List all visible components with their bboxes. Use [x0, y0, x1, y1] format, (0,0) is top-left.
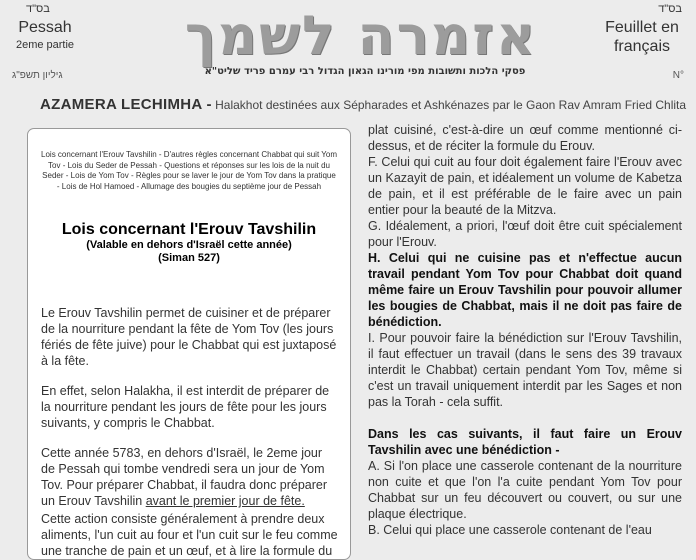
right-column	[368, 122, 682, 538]
left-edition-info	[6, 18, 84, 51]
bsd-left: בס"ד	[26, 3, 50, 15]
brand-row	[40, 96, 690, 113]
right-paragraph-b: B. Celui qui place une casserole contenant de l'eau	[368, 523, 652, 537]
left-column-box	[27, 128, 351, 560]
paragraph-2: En effet, selon Halakha, il est interdit de préparer de la nourriture pendant les jours de fête pour les jours suivants, y compris le Chabbat.	[41, 384, 330, 430]
paragraph-4: Cette action consiste généralement à prendre deux aliments, l'un cuit au four et l'un cuit sur le feu comme une tranche de pain et un œuf, et à lire la formule du	[41, 512, 338, 558]
language-line1: Feuillet en	[605, 19, 679, 36]
hebrew-subtitle: פסקי הלכות ותשובות מפי מורינו הגאון הגדול רבי עמרם פריד שליט"א	[204, 66, 526, 77]
paragraph-3-text: Cette année 5783, en dehors d'Israël, le 2eme jour de Pessah qui tombe vendredi sera un jour de Yom Tov. Pour préparer Chabbat, il faudra donc préparer un Erouv Tavshilin	[41, 446, 328, 508]
issue-hebrew: גיליון תשפ"ג	[12, 70, 63, 81]
paragraph-1: Le Erouv Tavshilin permet de cuisiner et de préparer de la nourriture pendant la fête de Yom Tov (les jours fériés de fête juive) pour le Chabbat qui est juxtaposé à la fête.	[41, 306, 337, 368]
section-subtitle: (Valable en dehors d'Israël cette année)	[86, 239, 292, 251]
edition-name: Pessah	[18, 19, 72, 36]
brand-name: AZAMERA LECHIMHA -	[40, 96, 212, 113]
contents-summary: Lois concernant l'Erouv Tavshilin - D'autres règles concernant Chabbat qui suit Yom Tov - Lois du Seder de Pessah - Questions et réponses sur les lois de la nuit du Seder - Lois de Yom Tov - Règles pour se laver le jour de Yom Tov dans la pratique - Lois de Hol Hamoed - Allumage des bougies du septième jour de Pessah	[41, 150, 337, 191]
brand-description: Halakhot destinées aux Sépharades et Ashkénazes par le Gaon Rav Amram Fried Chlita	[215, 98, 687, 112]
masthead	[0, 0, 696, 90]
section-siman: (Siman 527)	[158, 252, 220, 264]
right-subheading: Dans les cas suivants, il faut faire un Erouv Tavshilin avec une bénédiction -	[368, 427, 682, 457]
section-title: Lois concernant l'Erouv Tavshilin	[61, 221, 317, 238]
right-paragraph-i: I. Pour pouvoir faire la bénédiction sur l'Erouv Tavshilin, il faut effectuer un travail (dans le sens des 39 travaux interdit le Chabbat) certain pendant Yom Tov, même si c'est un travail uniquement interdit par les Sages et non pas la Torah - cela suffit.	[368, 331, 682, 409]
paragraph-3	[41, 445, 338, 509]
logo-title: אזמרה לשמך	[184, 3, 538, 67]
right-paragraph-1: plat cuisiné, c'est-à-dire un œuf comme mentionné ci-dessus, et de réciter la formule du Erouv.	[368, 123, 682, 153]
section-heading	[28, 221, 350, 265]
right-paragraph-g: G. Idéalement, a priori, l'œuf doit être cuit spécialement pour l'Erouv.	[368, 219, 682, 249]
right-paragraph-h: H. Celui qui ne cuisine pas et n'effectue aucun travail pendant Yom Tov pour Chabbat doit quand même faire un Erouv Tavshilin pour pouvoir allumer les bougies de Chabbat, mais il ne doit pas faire de bénédiction.	[368, 251, 682, 329]
language-line2: français	[613, 38, 671, 55]
bsd-right: בס"ד	[658, 3, 682, 15]
edition-part: 2eme partie	[15, 39, 75, 51]
right-paragraph-a: A. Si l'on place une casserole contenant de la nourriture non cuite et que l'on l'a cuite pendant Yom Tov pour Chabbat sur un feu découvert ou couvert, ou sur une plaque électrique.	[368, 459, 682, 521]
paragraph-3-underlined: avant le premier jour de fête.	[145, 494, 305, 508]
right-paragraph-f: F. Celui qui cuit au four doit également faire l'Erouv avec un Kazayit de pain, et idéalement un volume de Kabetza de pain, et il est préférable de le faire avec un pain entier pour la beauté de la Mitzva.	[368, 155, 682, 217]
right-language-info	[594, 18, 690, 56]
issue-number: N°	[672, 70, 684, 81]
